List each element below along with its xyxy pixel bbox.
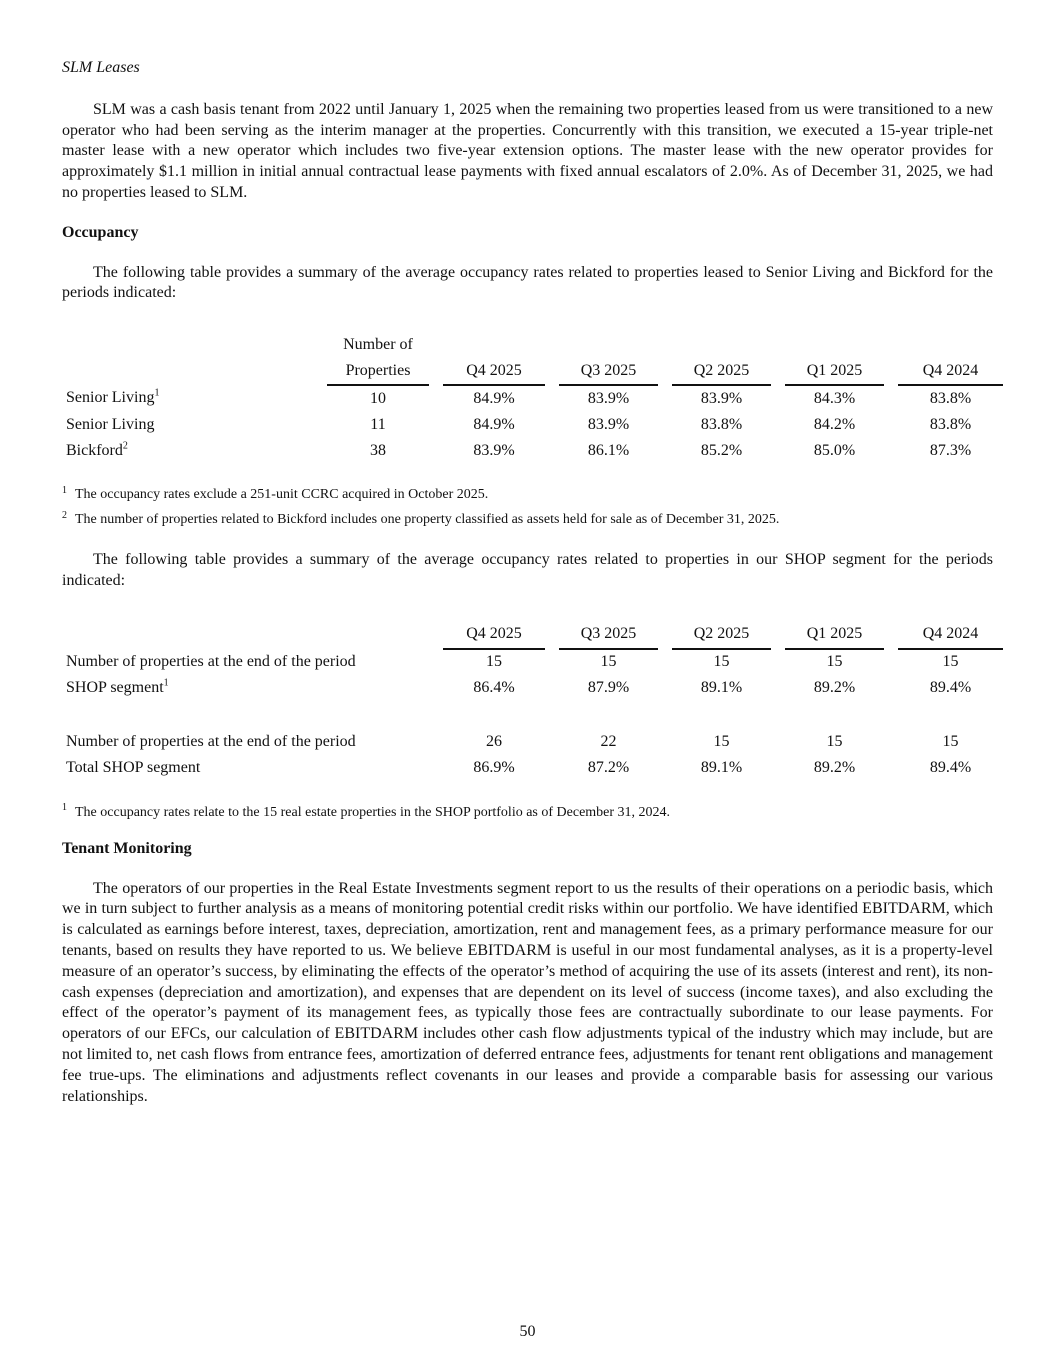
value-cell: 15 bbox=[942, 733, 959, 751]
value-cell: 83.8% bbox=[700, 415, 743, 433]
value-cell: 26 bbox=[486, 733, 502, 751]
senior-living-bickford-occupancy-table bbox=[62, 332, 1003, 464]
value-cell: 89.2% bbox=[813, 759, 856, 777]
value-cell: 89.2% bbox=[813, 679, 856, 697]
slm-leases-paragraph: SLM was a cash basis tenant from 2022 until January 1, 2025 when the remaining two properties leased from us were transitioned to a new operator who had been serving as the interim manager at the properties. Concurrently with this transition, we executed a 15-year triple-net master lease with a new operator which includes two five-year extension options. The master lease with the new operator provides for approximately $1.1 million in initial annual contractual lease payments with fixed annual escalators of 2.0%. As of December 31, 2025, we had no properties leased to SLM. bbox=[62, 100, 993, 201]
property-count-cell: 10 bbox=[370, 389, 386, 407]
footnote-marker: 2 bbox=[122, 440, 128, 452]
value-cell: 89.1% bbox=[700, 679, 743, 697]
value-cell: 15 bbox=[713, 733, 730, 751]
value-cell: 89.1% bbox=[700, 759, 743, 777]
property-count-cell: 11 bbox=[370, 415, 386, 433]
value-cell: 86.1% bbox=[587, 441, 630, 459]
property-count-cell: 38 bbox=[370, 441, 386, 459]
row-label: Bickford$^2$ bbox=[66, 440, 128, 459]
tenant-monitoring-paragraph: The operators of our properties in the Real Estate Investments segment report to us the results of their operations on a periodic basis, which we in turn subject to further analysis as a means of monitoring potential credit risks within our portfolio. We have identified EBITDARM, which is calculated as earnings before interest, taxes, depreciation, amortization, rent and management fees, as a primary performance measure for our tenants, based on results they have reported to us. We believe EBITDARM is useful in our most fundamental analyses, as it is a property-level measure of an operator’s success, by eliminating the effects of the operator’s method of acquiring the use of its assets (interest and rent), its non-cash expenses (depreciation and amortization), and expenses that are dependent on its level of success (income taxes), and also excluding the effect of the operator’s payment of its management fees, as typically those fees are contractually subordinate to our lease payments. For operators of our EFCs, our calculation of EBITDARM includes other cash flow adjustments typical of the industry which may include, but are not limited to, net cash flows from entrance fees, amortization of deferred entrance fees, adjustments for tenant rent obligations and management fee true-ups. The eliminations and adjustments reflect covenants in our leases and provide a comparable basis for assessing our various relationships. bbox=[62, 879, 993, 1105]
period-header: Q4 2024 bbox=[898, 622, 1003, 649]
value-cell: 87.2% bbox=[587, 759, 630, 777]
value-cell: 87.3% bbox=[929, 441, 972, 459]
table-header-row bbox=[62, 332, 1003, 358]
table-row bbox=[62, 730, 1003, 756]
table-row bbox=[62, 649, 1003, 676]
period-header: Q4 2025 bbox=[443, 622, 545, 649]
row-label: Senior Living bbox=[66, 415, 155, 433]
spacer-row bbox=[62, 702, 1003, 730]
value-cell: 15 bbox=[826, 733, 843, 751]
document-page bbox=[62, 58, 993, 1126]
value-cell: 85.0% bbox=[813, 441, 856, 459]
table-row bbox=[62, 385, 1003, 412]
table-row bbox=[62, 676, 1003, 702]
footnote: $^1$ The occupancy rates exclude a 251-unit CCRC acquired in October 2025. bbox=[62, 484, 489, 503]
value-cell: 15 bbox=[713, 653, 730, 671]
value-cell: 83.8% bbox=[929, 415, 972, 433]
value-cell: 84.3% bbox=[813, 389, 856, 407]
period-header: Q3 2025 bbox=[559, 358, 658, 385]
value-cell: 86.4% bbox=[473, 679, 515, 697]
footnote: $^2$ The number of properties related to Bickford includes one property classified as assets held for sale as of December 31, 2025. bbox=[62, 509, 780, 528]
value-cell: 85.2% bbox=[700, 441, 743, 459]
row-label: Number of properties at the end of the period bbox=[66, 652, 356, 670]
value-cell: 84.2% bbox=[813, 415, 856, 433]
value-cell: 15 bbox=[826, 653, 843, 671]
value-cell: 83.9% bbox=[700, 389, 743, 407]
value-cell: 83.9% bbox=[587, 415, 630, 433]
value-cell: 87.9% bbox=[587, 679, 630, 697]
properties-header-line2: Properties bbox=[327, 358, 429, 385]
row-label: Senior Living$^1$ bbox=[66, 387, 160, 407]
footnote-marker: 1 bbox=[163, 678, 169, 690]
period-header: Q4 2024 bbox=[898, 358, 1003, 385]
value-cell: 83.9% bbox=[473, 441, 515, 459]
value-cell: 83.8% bbox=[929, 389, 972, 407]
footnote-marker: 1 bbox=[154, 387, 160, 399]
value-cell: 84.9% bbox=[473, 415, 515, 433]
table-row bbox=[62, 756, 1003, 782]
period-header: Q2 2025 bbox=[672, 358, 771, 385]
value-cell: 89.4% bbox=[929, 759, 972, 777]
row-label: Total SHOP segment bbox=[66, 759, 201, 777]
page-number: 50 bbox=[519, 1323, 536, 1340]
period-header: Q3 2025 bbox=[559, 622, 658, 649]
period-header: Q1 2025 bbox=[785, 358, 884, 385]
table-header-row bbox=[62, 622, 1003, 649]
occupancy-intro-paragraph: The following table provides a summary of the average occupancy rates related to properties leased to Senior Living and Bickford for the periods indicated: bbox=[62, 263, 993, 302]
table-row bbox=[62, 438, 1003, 464]
shop-segment-occupancy-table bbox=[62, 622, 1003, 782]
slm-leases-heading: SLM Leases bbox=[62, 59, 140, 76]
period-header: Q2 2025 bbox=[672, 622, 771, 649]
row-label: SHOP segment$^1$ bbox=[66, 678, 169, 697]
value-cell: 86.9% bbox=[473, 759, 515, 777]
table-row bbox=[62, 412, 1003, 438]
value-cell: 89.4% bbox=[929, 679, 972, 697]
value-cell: 15 bbox=[486, 653, 502, 671]
period-header: Q4 2025 bbox=[443, 358, 545, 385]
value-cell: 15 bbox=[600, 653, 617, 671]
period-header: Q1 2025 bbox=[785, 622, 884, 649]
number-of-header-line1: Number of bbox=[343, 335, 413, 353]
tenant-monitoring-heading: Tenant Monitoring bbox=[62, 839, 192, 857]
occupancy-heading: Occupancy bbox=[62, 223, 139, 241]
footnote: $^1$ The occupancy rates relate to the 15 real estate properties in the SHOP portfolio as of December 31, 2024. bbox=[62, 802, 671, 820]
value-cell: 22 bbox=[600, 733, 617, 751]
value-cell: 84.9% bbox=[473, 389, 515, 407]
value-cell: 83.9% bbox=[587, 389, 630, 407]
shop-intro-paragraph: The following table provides a summary of the average occupancy rates related to properties in our SHOP segment for the periods indicated: bbox=[62, 551, 993, 589]
row-label: Number of properties at the end of the period bbox=[66, 733, 356, 751]
table-header-row bbox=[62, 358, 1003, 385]
value-cell: 15 bbox=[942, 653, 959, 671]
